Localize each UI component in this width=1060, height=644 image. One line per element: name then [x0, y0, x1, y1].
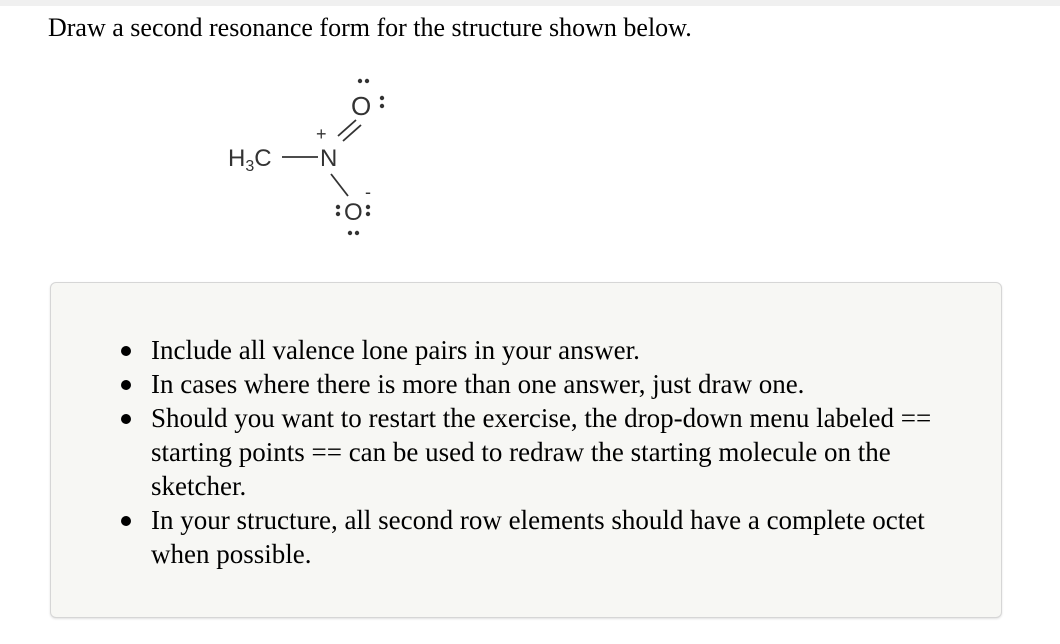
double-bond-line: [343, 125, 361, 141]
top-oxygen: O: [351, 91, 372, 121]
lone-pair-dot: [366, 205, 370, 209]
instruction-item: Should you want to restart the exercise, the drop-down menu labeled == starting points == can be used to redraw the starting molecule on the sketcher.: [151, 401, 981, 503]
lone-pair-dot: [336, 212, 340, 216]
lone-pair-dot: [336, 205, 340, 209]
nitrogen: N: [320, 145, 338, 172]
lone-pair-dot: [348, 231, 352, 235]
instruction-item: In cases where there is more than one answer, just draw one.: [151, 367, 981, 401]
top-strip: [0, 0, 1060, 6]
question-text: Draw a second resonance form for the structure shown below.: [48, 13, 692, 42]
lone-pair-dot: [355, 231, 359, 235]
lone-pair-dot: [380, 104, 384, 108]
instructions-list: [151, 333, 981, 571]
molecule-drawing: [210, 68, 440, 268]
instruction-item: In your structure, all second row elements should have a complete octet when possible.: [151, 503, 981, 571]
lone-pair-dot: [358, 79, 362, 83]
instruction-item: Include all valence lone pairs in your answer.: [151, 333, 981, 367]
lone-pair-dot: [366, 212, 370, 216]
instructions-box: [50, 282, 1002, 618]
lone-pair-dot: [380, 96, 384, 100]
single-bond-line: [331, 174, 348, 196]
methyl-group: $H_3C$: [228, 145, 272, 175]
lone-pair-dot: [365, 79, 369, 83]
double-bond-line: [338, 120, 356, 136]
bottom-oxygen-charge: -: [365, 182, 371, 202]
molecule-structure: [210, 68, 440, 268]
bottom-oxygen: O: [344, 199, 363, 226]
nitrogen-charge: +: [316, 124, 327, 144]
